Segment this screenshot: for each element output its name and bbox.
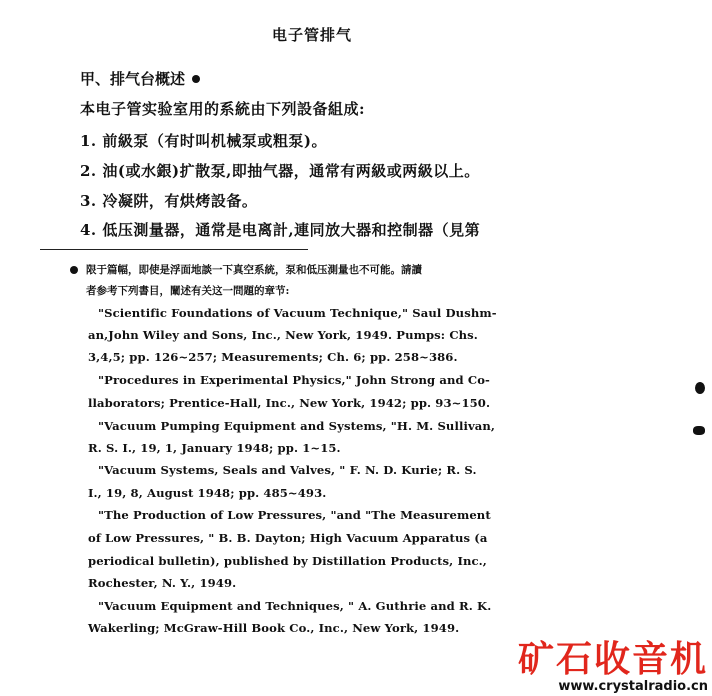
footnote-line-1: 限于篇幅，即使是浮面地談一下真空系統，泵和低压測量也不可能。請讀: [86, 264, 422, 276]
watermark-url: www.crystalradio.cn: [558, 679, 708, 694]
scan-blot-icon: [695, 382, 705, 394]
reference-line: of Low Pressures, " B. B. Dayton; High Vacuum Apparatus (a: [88, 531, 488, 545]
reference-line: "Procedures in Experimental Physics," John Strong and Co-: [98, 373, 490, 387]
footnote-bullet-icon: [70, 266, 78, 274]
list-item-3: 3. 冷凝阱，有烘烤設备。: [80, 192, 258, 210]
watermark-name: 矿石收音机: [517, 639, 708, 680]
list-item-2: 2. 油(或水銀)扩散泵,即抽气器，通常有两級或两級以上。: [80, 162, 480, 180]
reference-line: 3,4,5; pp. 126~257; Measurements; Ch. 6; pp. 258~386.: [88, 350, 458, 364]
footnote-line-2: 者参考下列書目，闡述有关这一問題的章节:: [86, 285, 290, 297]
reference-line: periodical bulletin), published by Distillation Products, Inc.,: [88, 554, 487, 568]
scan-blot-icon: [693, 426, 705, 435]
reference-line: "The Production of Low Pressures, "and "The Measurement: [98, 508, 491, 522]
reference-line: "Scientific Foundations of Vacuum Technique," Saul Dushm-: [98, 306, 497, 320]
reference-line: I., 19, 8, August 1948; pp. 485~493.: [88, 486, 327, 500]
reference-line: Wakerling; McGraw-Hill Book Co., Inc., New York, 1949.: [88, 621, 460, 635]
list-item-4: 4. 低压測量器，通常是电离計,連同放大器和控制器（見第: [80, 221, 481, 239]
reference-line: R. S. I., 19, 1, January 1948; pp. 1~15.: [88, 441, 341, 455]
footnote-marker-icon: [192, 75, 200, 83]
footnote-divider: [40, 249, 308, 250]
reference-line: "Vacuum Systems, Seals and Valves, " F. N. D. Kurie; R. S.: [98, 463, 477, 477]
intro-line: 本电子管实验室用的系統由下列設备組成:: [80, 100, 366, 118]
page-title: 电子管排气: [272, 26, 353, 44]
reference-line: llaborators; Prentice-Hall, Inc., New York, 1942; pp. 93~150.: [88, 396, 491, 410]
section-heading-text: 甲、排气台概述: [80, 70, 186, 88]
section-heading: [80, 68, 198, 89]
site-watermark: [518, 640, 708, 694]
reference-line: an,John Wiley and Sons, Inc., New York, 1949. Pumps: Chs.: [88, 328, 478, 342]
reference-line: "Vacuum Pumping Equipment and Systems, "H. M. Sullivan,: [98, 419, 496, 433]
reference-line: Rochester, N. Y., 1949.: [88, 576, 237, 590]
list-item-1: 1. 前級泵（有时叫机械泵或粗泵)。: [80, 132, 327, 150]
reference-line: "Vacuum Equipment and Techniques, " A. Guthrie and R. K.: [98, 599, 492, 613]
